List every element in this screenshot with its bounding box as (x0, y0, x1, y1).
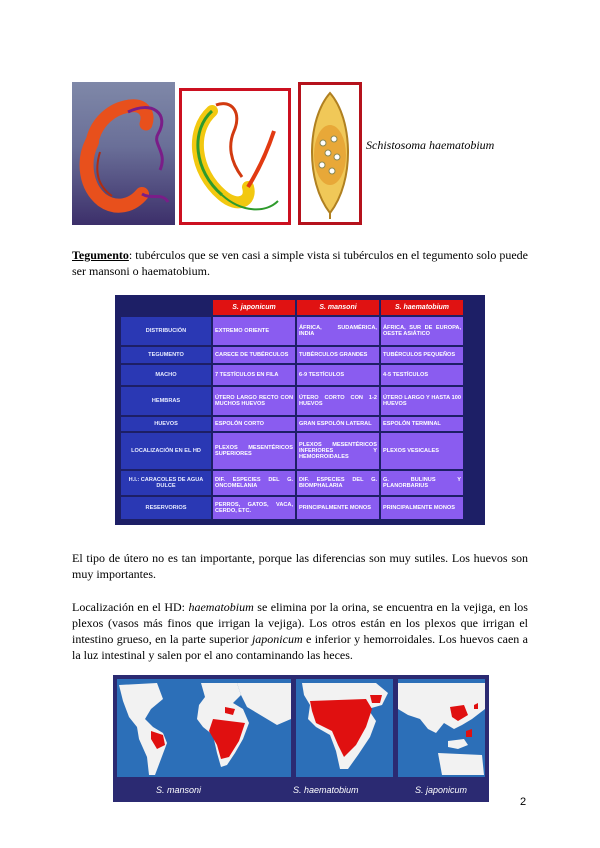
table-header: S. japonicum (213, 300, 295, 315)
table-cell: EXTREMO ORIENTE (213, 317, 295, 345)
table-header: S. mansoni (297, 300, 379, 315)
row-label: MACHO (121, 365, 211, 385)
table-cell: PLEXOS MESENTÉRICOS INFERIORES Y HEMORROIDALES (297, 433, 379, 469)
table-cell: ÚTERO CORTO CON 1-2 HUEVOS (297, 387, 379, 415)
haematobium-map (296, 679, 393, 777)
map-label: S. mansoni (156, 785, 202, 795)
mansoni-map (117, 679, 291, 777)
table-header: S. haematobium (381, 300, 463, 315)
species-name: haematobium (188, 600, 254, 614)
japonicum-map (398, 679, 485, 777)
tegumento-term: Tegumento (72, 248, 129, 262)
table-cell: ESPOLÓN TERMINAL (381, 417, 463, 431)
table-cell: GRAN ESPOLÓN LATERAL (297, 417, 379, 431)
species-comparison-table (115, 295, 485, 525)
row-label: HEMBRAS (121, 387, 211, 415)
table-cell: PRINCIPALMENTE MONOS (297, 497, 379, 519)
figure-caption: Schistosoma haematobium (366, 138, 495, 152)
page-number: 2 (520, 796, 527, 808)
schistosoma-figure (72, 82, 362, 225)
table-cell: DIF. ESPECIES DEL G. ONCOMELANIA (213, 471, 295, 495)
table-cell: PERROS, GATOS, VACA, CERDO, ETC. (213, 497, 295, 519)
location-text: e inferior y hemorroidales. Los huevos caen a la luz intestinal y salen por el ano contaminando las heces. (72, 632, 528, 662)
location-text: se elimina por la orina, se encuentra en la vejiga, en los plexos (vasos más finos que irrigan la vejiga). Los otros están en los plexos que irrigan el intestino grueso, en la parte superior (72, 600, 528, 646)
distribution-maps-figure (113, 675, 489, 802)
table-row (121, 417, 463, 431)
table-cell: ÚTERO LARGO RECTO CON MUCHOS HUEVOS (213, 387, 295, 415)
table-cell: PRINCIPALMENTE MONOS (381, 497, 463, 519)
table-row (121, 497, 463, 519)
location-lead: Localización en el HD: (72, 600, 189, 614)
table-cell: TUBÉRCULOS GRANDES (297, 347, 379, 363)
table-cell: DIF. ESPECIES DEL G. BIOMPHALARIA (297, 471, 379, 495)
worm-drawing-image (179, 88, 291, 225)
table-row (121, 365, 463, 385)
row-label: DISTRIBUCIÓN (121, 317, 211, 345)
table-cell: ÁFRICA, SUR DE EUROPA, OESTE ASIÁTICO (381, 317, 463, 345)
table-cell: PLEXOS VESICALES (381, 433, 463, 469)
egg-drawing-image (298, 82, 362, 225)
tegumento-text: : tubérculos que se ven casi a simple vista si tubérculos en el tegumento solo puede ser mansoni o haematobium. (72, 248, 528, 278)
row-label: TEGUMENTO (121, 347, 211, 363)
worm-pair-image (72, 82, 175, 225)
row-label: LOCALIZACIÓN EN EL HD (121, 433, 211, 469)
species-name: japonicum (251, 632, 303, 646)
table-row (121, 387, 463, 415)
uterus-paragraph: El tipo de útero no es tan importante, porque las diferencias son muy sutiles. Los huevos son muy importantes. (72, 551, 528, 581)
table-corner (121, 300, 211, 315)
table-row (121, 433, 463, 469)
map-label: S. japonicum (415, 785, 468, 795)
table-cell: 6-9 TESTÍCULOS (297, 365, 379, 385)
table-row (121, 317, 463, 345)
table-row (121, 347, 463, 363)
table-row (121, 471, 463, 495)
row-label: HUEVOS (121, 417, 211, 431)
table-cell: ÚTERO LARGO Y HASTA 100 HUEVOS (381, 387, 463, 415)
table-cell: 4-5 TESTÍCULOS (381, 365, 463, 385)
map-label: S. haematobium (293, 785, 359, 795)
table-cell: ÁFRICA, SUDAMÉRICA, INDIA (297, 317, 379, 345)
table-cell: CARECE DE TUBÉRCULOS (213, 347, 295, 363)
table-cell: G. BULINUS Y PLANORBARIUS (381, 471, 463, 495)
table-cell: 7 TESTÍCULOS EN FILA (213, 365, 295, 385)
location-paragraph (72, 599, 528, 663)
table-cell: PLEXOS MESENTÉRICOS SUPERIORES (213, 433, 295, 469)
table-header-row (121, 300, 463, 315)
tegumento-paragraph (72, 247, 528, 279)
table-cell: TUBÉRCULOS PEQUEÑOS (381, 347, 463, 363)
table-cell: ESPOLÓN CORTO (213, 417, 295, 431)
row-label: RESERVORIOS (121, 497, 211, 519)
row-label: H.I.: CARACOLES DE AGUA DULCE (121, 471, 211, 495)
